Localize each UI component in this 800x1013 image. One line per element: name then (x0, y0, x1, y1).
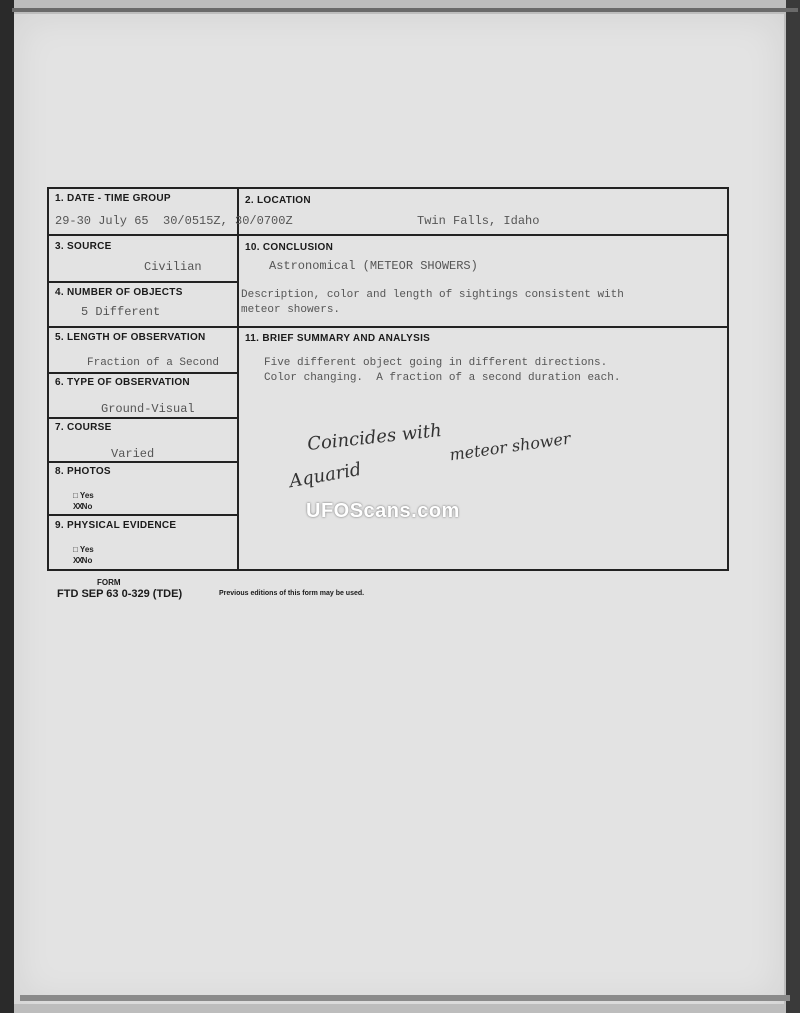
location-value: Twin Falls, Idaho (417, 214, 540, 228)
row-divider (49, 234, 729, 236)
evidence-yes-label: Yes (79, 545, 94, 554)
evidence-label: 9. PHYSICAL EVIDENCE (55, 520, 177, 531)
location-label: 2. LOCATION (245, 195, 311, 206)
footer-form-id: FTD SEP 63 0-329 (TDE) (57, 588, 183, 600)
row-divider (49, 461, 237, 463)
evidence-no-checkbox[interactable]: XXNo (73, 556, 93, 565)
type-label: 6. TYPE OF OBSERVATION (55, 377, 190, 388)
column-divider (237, 189, 239, 569)
conclusion-description-line-1: Description, color and length of sightings consistent with (241, 289, 624, 301)
date-value: 29-30 July 65 30/0515Z, 30/0700Z (55, 214, 293, 228)
handwritten-note-line-2: meteor shower (448, 428, 572, 465)
photos-label: 8. PHOTOS (55, 466, 111, 477)
row-divider (49, 417, 237, 419)
conclusion-label: 10. CONCLUSION (245, 242, 334, 253)
handwritten-note-line-1: Coincides with (306, 420, 443, 455)
photos-yes-label: Yes (79, 491, 94, 500)
footer-note: Previous editions of this form may be used. (219, 590, 365, 597)
photos-yes-checkbox[interactable]: □ Yes (73, 491, 94, 500)
source-value: Civilian (144, 260, 202, 274)
summary-label: 11. BRIEF SUMMARY AND ANALYSIS (245, 333, 431, 344)
row-divider (49, 326, 729, 328)
course-value: Varied (111, 447, 155, 461)
row-divider (49, 372, 237, 374)
row-divider (49, 281, 237, 283)
evidence-no-label: No (81, 556, 93, 565)
row-divider (49, 514, 237, 516)
length-value: Fraction of a Second (87, 357, 220, 369)
photos-no-label: No (81, 502, 93, 511)
summary-line-1: Five different object going in different directions. (264, 357, 608, 369)
watermark: UFOScans.com (306, 500, 460, 522)
conclusion-value: Astronomical (METEOR SHOWERS) (269, 259, 478, 273)
scan-bottom-edge (20, 995, 790, 1001)
evidence-yes-checkbox[interactable]: □ Yes (73, 545, 94, 554)
objects-value: 5 Different (81, 305, 161, 319)
date-label: 1. DATE - TIME GROUP (55, 193, 171, 204)
conclusion-description-line-2: meteor showers. (241, 304, 341, 316)
scan-top-edge (12, 8, 798, 12)
length-label: 5. LENGTH OF OBSERVATION (55, 332, 206, 343)
summary-line-2: Color changing. A fraction of a second duration each. (264, 372, 621, 384)
objects-label: 4. NUMBER OF OBJECTS (55, 287, 183, 298)
scan-left-edge (0, 0, 14, 1013)
course-label: 7. COURSE (55, 422, 112, 433)
source-label: 3. SOURCE (55, 241, 112, 252)
footer-form-word: FORM (97, 578, 121, 587)
type-value: Ground-Visual (101, 402, 195, 416)
photos-no-checkbox[interactable]: XXNo (73, 502, 93, 511)
scan-right-edge (786, 0, 800, 1013)
handwritten-note-line-3: Aquarid (287, 458, 364, 493)
